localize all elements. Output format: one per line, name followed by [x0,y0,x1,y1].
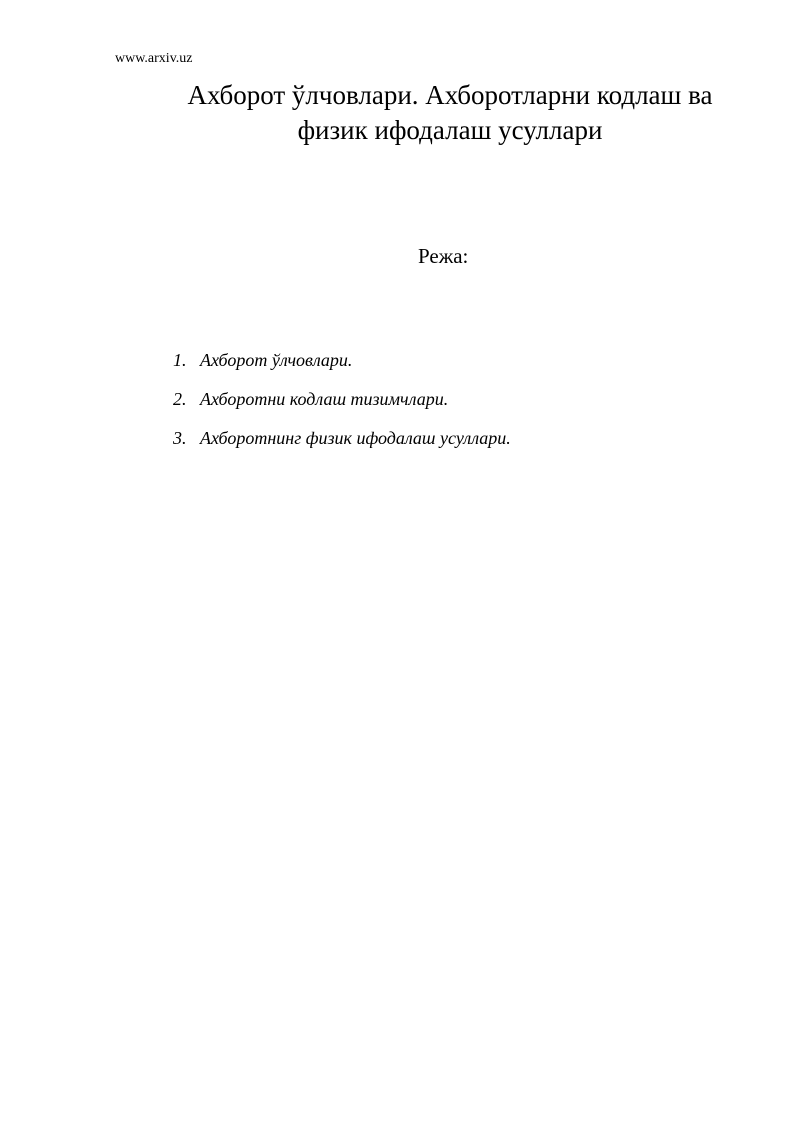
document-title-line-1: Ахборот ўлчовлари. Ахборотларни кодлаш ва [187,80,713,110]
plan-item-text: Ахборотнинг физик ифодалаш усуллари. [200,428,511,448]
document-title-line-2: физик ифодалаш усуллари [297,115,603,145]
plan-item [173,387,511,426]
plan-heading: Режа: [418,244,469,268]
plan-item-text: Ахборотни кодлаш тизимчлари. [200,389,449,409]
document-title [140,78,760,148]
plan-item-number: 2. [173,389,187,409]
plan-item [173,348,511,387]
plan-item-number: 1. [173,350,187,370]
plan-list [173,348,511,465]
plan-item-text: Ахборот ўлчовлари. [200,350,353,370]
plan-item-number: 3. [173,428,187,448]
plan-item [173,426,511,465]
header-url: www.arxiv.uz [115,51,193,66]
